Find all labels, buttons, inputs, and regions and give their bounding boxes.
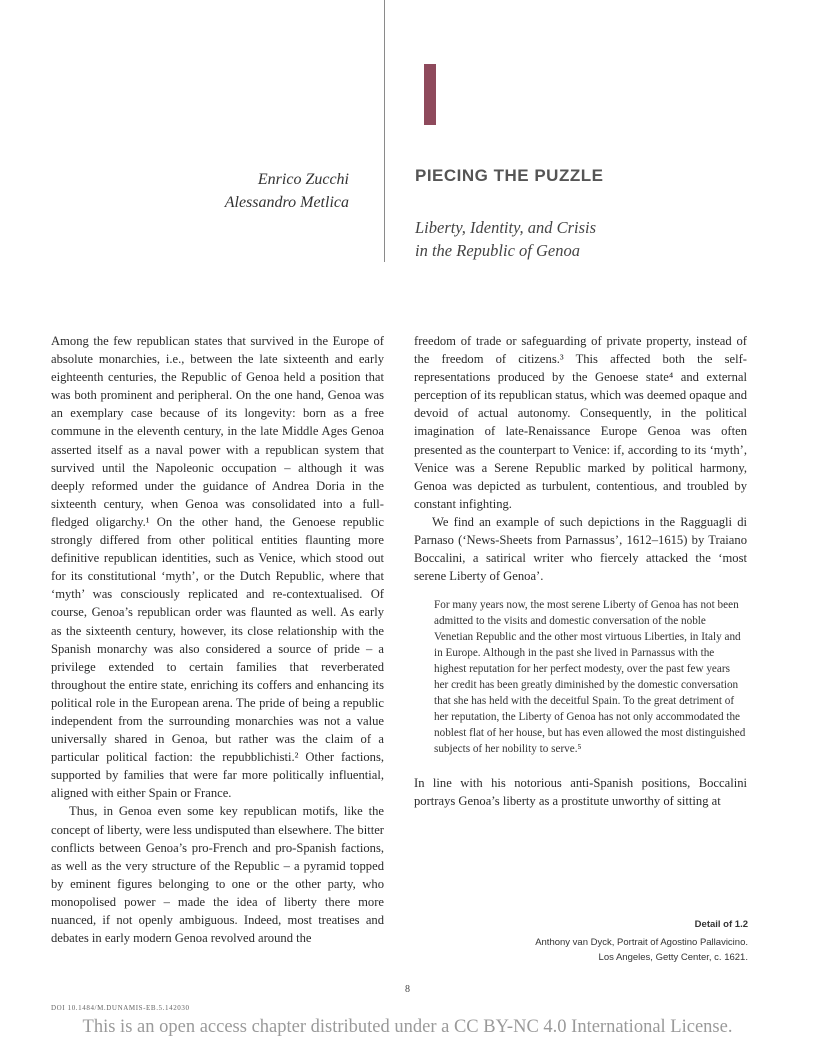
body-paragraph: Thus, in Genoa even some key republican motifs, like the concept of liberty, were less undisputed than elsewhere. The bitter conflicts between Genoa’s pro-French and pro-Spanish factions, as well as the very structure of the Republic – a pyramid topped by eminent figures belonging to one or the other party, who monopolised power – made the idea of liberty there more nuanced, if not openly ambiguous. Indeed, most treatises and debates in early modern Genoa revolved around the bbox=[51, 804, 384, 946]
author-name: Enrico Zucchi bbox=[257, 171, 349, 188]
chapter-title: PIECING THE PUZZLE bbox=[415, 166, 604, 185]
header-divider-line bbox=[384, 0, 385, 262]
right-text-column bbox=[414, 332, 747, 811]
page-number: 8 bbox=[405, 984, 410, 995]
license-notice: This is an open access chapter distributed under a CC BY-NC 4.0 International License. bbox=[82, 1017, 733, 1037]
author-list bbox=[225, 168, 349, 214]
left-text-column bbox=[51, 332, 384, 947]
caption-line: Anthony van Dyck, Portrait of Agostino Pallavicino. bbox=[535, 937, 748, 948]
subtitle-line: in the Republic of Genoa bbox=[415, 241, 580, 260]
caption-line: Los Angeles, Getty Center, c. 1621. bbox=[598, 952, 748, 963]
doi-line: DOI 10.1484/M.DUNAMIS-EB.5.142030 bbox=[51, 1004, 190, 1012]
caption-label: Detail of 1.2 bbox=[694, 919, 748, 930]
chapter-subtitle bbox=[415, 216, 596, 262]
body-paragraph: Among the few republican states that survived in the Europe of absolute monarchies, i.e., between the late sixteenth and early eighteenth centuries, the Republic of Genoa held a position that was both prominent and peripheral. On the one hand, Genoa was an exemplary case because of its longevity: born as a free commune in the eleventh century, in the late Middle Ages Genoa asserted itself as a naval power with a republican system that survived until the Napoleonic occupation – although it was deeply reformed under the guidance of Andrea Doria in the sixteenth century, when Genoa was consolidated into a full-fledged oligarchy.¹ On the other hand, the Genoese republic strongly differed from other political entities flaunting more definitive republican identities, such as Venice, which stood out for its constitutional ‘myth’, or the Dutch Republic, where that ‘myth’ was consciously replicated and re-contextualised. Of course, Genoa’s republican order was flaunted as well. As early as the sixteenth century, however, its close relationship with the Spanish monarchy was also considered a source of pride – a privilege extended to certain families that reverberated throughout the entire state, enriching its coffers and enhancing its political role in the European arena. The pride of being a republic independent from the surrounding monarchies was not a value universally shared in Genoa, but rather was the claim of a particular political faction: the repubblichisti.² Other factions, supported by families that were far more politically influential, aligned with either Spain or France. bbox=[51, 334, 384, 801]
block-quote: For many years now, the most serene Liberty of Genoa has not been admitted to the visits and domestic conversation of the noble Venetian Republic and the other most virtuous Liberties, in Italy and in Europe. Although in the past she lived in Parnassus with the highest reputation for her perfect modesty, over the past few years her credit has been greatly diminished by the domestic conversation that she has held with the deceitful Spain. To the great detriment of her reputation, the Liberty of Genoa has not only accommodated the noblest flat of her house, but has even allowed the most distinguished subjects of her nobility to serve.⁵ bbox=[434, 599, 746, 756]
body-paragraph: freedom of trade or safeguarding of private property, instead of the freedom of citizens.³ This affected both the self-representations produced by the Genoese state⁴ and external perception of its republican status, which was deemed opaque and devoid of actual autonomy. Consequently, in the political imagination of late-Renaissance Europe Genoa was often presented as the counterpart to Venice: if, according to its ‘myth’, Venice was a Serene Republic marked by political harmony, Genoa was depicted as turbulent, contentious, and troubled by constant infighting. bbox=[414, 334, 747, 511]
author-name: Alessandro Metlica bbox=[224, 194, 349, 211]
body-paragraph: In line with his notorious anti-Spanish positions, Boccalini portrays Genoa’s liberty as a prostitute unworthy of sitting at bbox=[414, 776, 747, 809]
subtitle-line: Liberty, Identity, and Crisis bbox=[415, 218, 597, 237]
figure-caption bbox=[535, 917, 748, 965]
body-paragraph: We find an example of such depictions in the Ragguagli di Parnaso (‘News-Sheets from Parnassus’, 1612–1615) by Traiano Boccalini, a satirical writer who fiercely attacked the ‘most serene Liberty of Genoa’. bbox=[414, 514, 747, 584]
chapter-numeral bbox=[424, 64, 436, 125]
